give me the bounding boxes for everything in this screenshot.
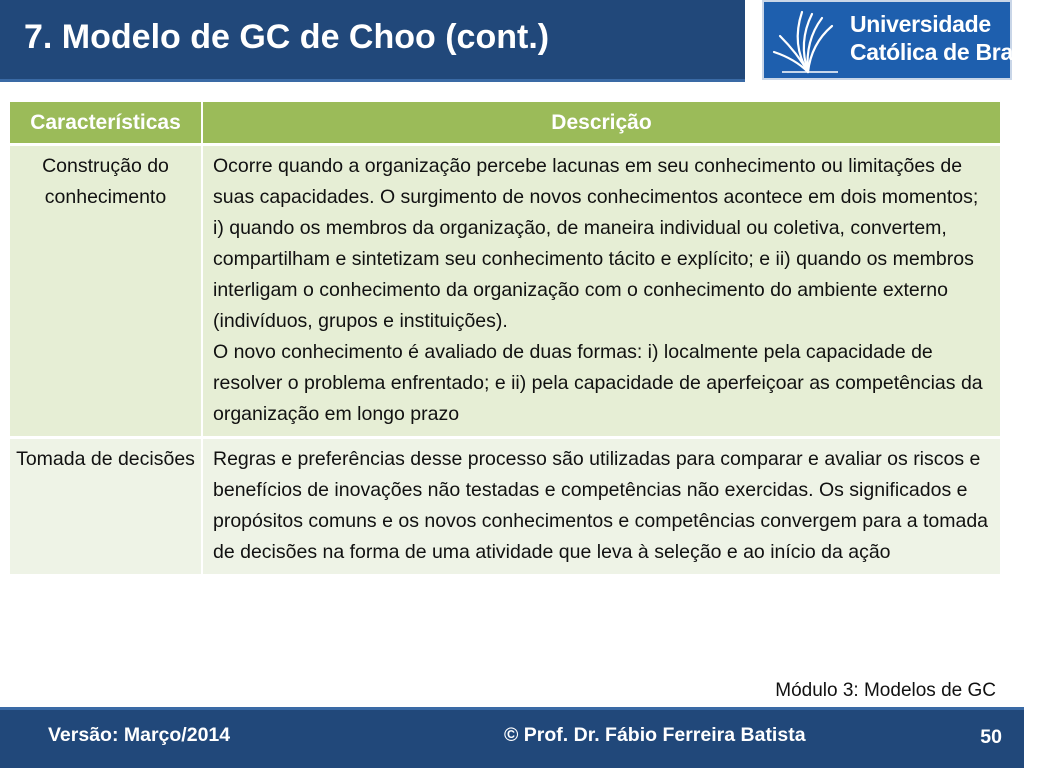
logo-emblem-icon bbox=[768, 6, 848, 78]
slide-title: 7. Modelo de GC de Choo (cont.) bbox=[24, 18, 550, 56]
row-characteristic: Construção do conhecimento bbox=[10, 145, 202, 438]
footer-author: © Prof. Dr. Fábio Ferreira Batista bbox=[504, 724, 806, 746]
description-paragraph: O novo conhecimento é avaliado de duas formas: i) localmente pela capacidade de resolver o problema enfrentado; e ii) pela capacidade de aperfeiçoar as competências da organização em longo prazo bbox=[213, 341, 983, 425]
description-paragraph: Ocorre quando a organização percebe lacunas em seu conhecimento ou limitações de suas capacidades. O surgimento de novos conhecimentos acontece em dois momentos; i) quando os membros da organização, de maneira individual ou coletiva, convertem, compartilham e sintetizam seu conhecimento tácito e explícito; e ii) quando os membros interligam o conhecimento da organização com o conhecimento do ambiente externo (indivíduos, grupos e instituições). bbox=[213, 155, 979, 332]
row-description bbox=[202, 145, 1000, 438]
logo-wordmark bbox=[850, 10, 1056, 66]
logo-line-1: Universidade bbox=[850, 11, 991, 37]
description-paragraph: Regras e preferências desse processo são utilizadas para comparar e avaliar os riscos e benefícios de inovações não testadas e competências não exercidas. Os significados e propósitos comuns e os novos conhecimentos e competências convergem para a tomada de decisões na forma de uma atividade que leva à seleção e ao início da ação bbox=[213, 448, 989, 563]
logo-line-2: Católica de Brasília bbox=[850, 39, 1056, 65]
slide-title-bar bbox=[0, 0, 745, 82]
university-logo bbox=[762, 0, 1056, 80]
header-description: Descrição bbox=[202, 102, 1000, 145]
page-number: 50 bbox=[980, 726, 1002, 748]
row-characteristic: Tomada de decisões bbox=[10, 438, 202, 575]
slide-footer bbox=[0, 707, 1024, 768]
row-description bbox=[202, 438, 1000, 575]
module-label: Módulo 3: Modelos de GC bbox=[775, 680, 996, 701]
header-characteristics: Características bbox=[10, 102, 202, 145]
table-row bbox=[10, 438, 1000, 575]
table-header-row bbox=[10, 102, 1000, 145]
table-row bbox=[10, 145, 1000, 438]
footer-version: Versão: Março/2014 bbox=[48, 724, 231, 746]
characteristics-table bbox=[10, 102, 1000, 574]
